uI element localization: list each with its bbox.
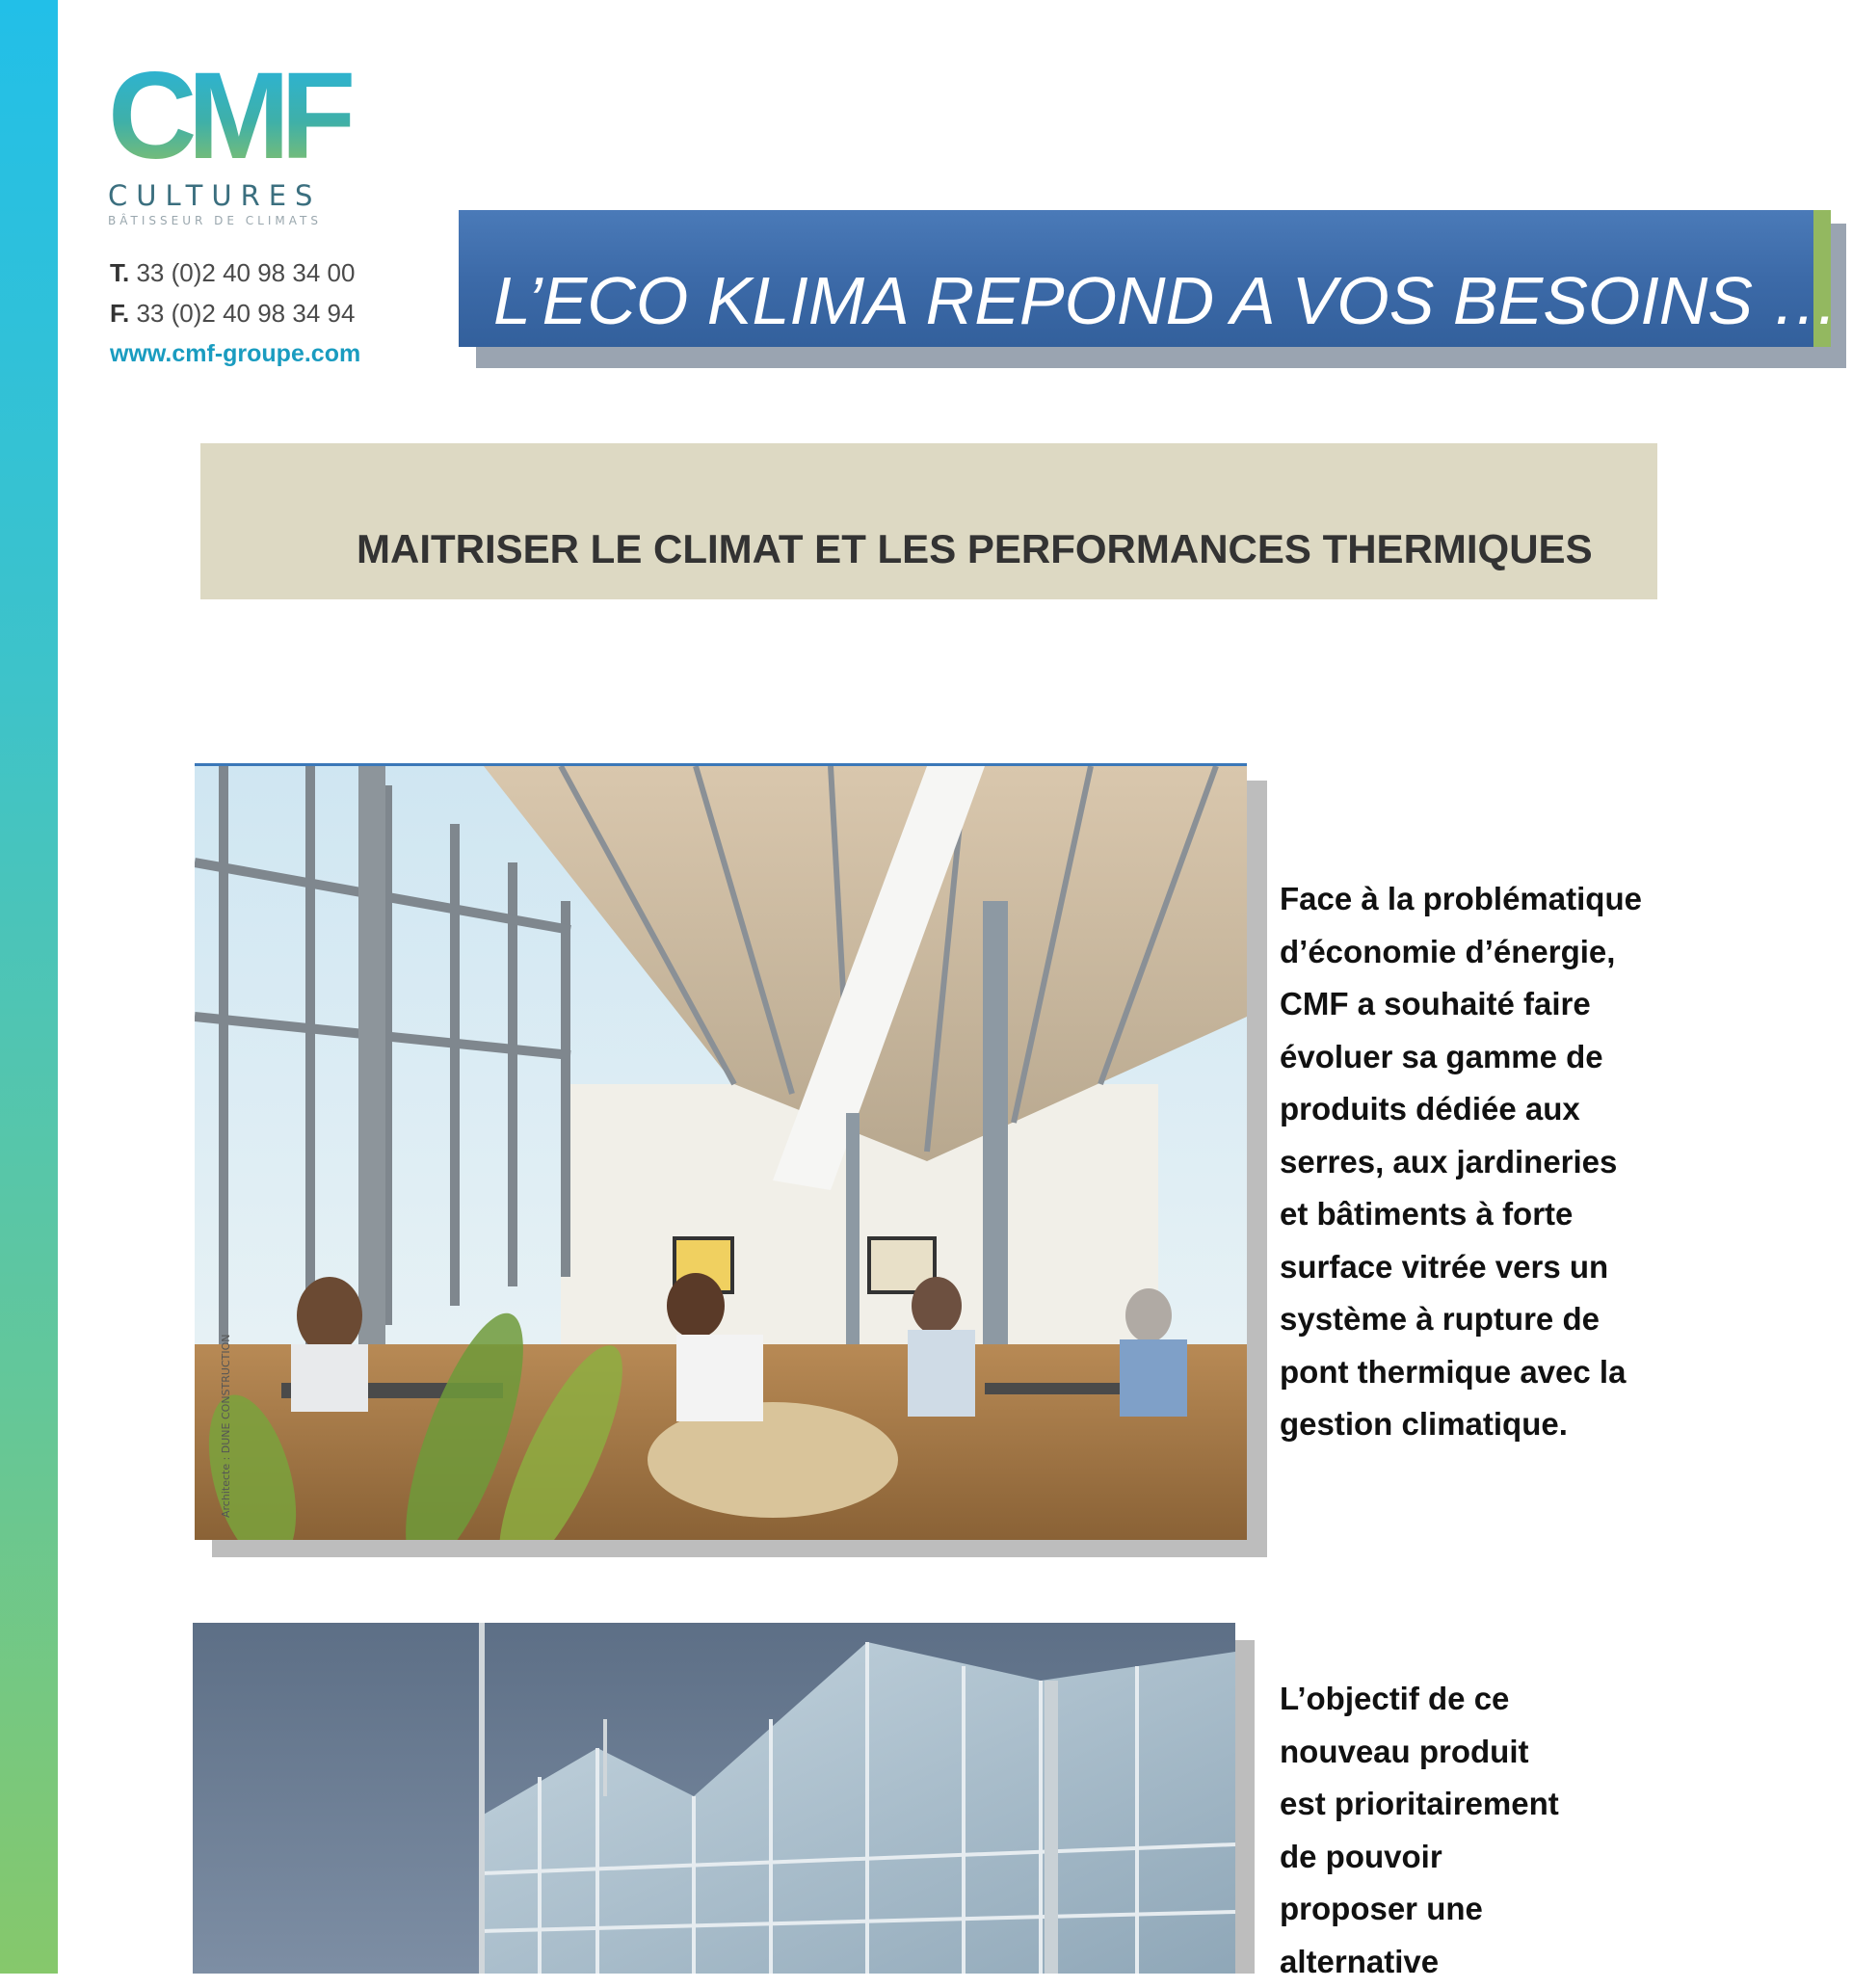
phone-number: 33 (0)2 40 98 34 00 [136,258,356,287]
company-logo [108,47,358,227]
logo-name: CULTURES [108,179,322,212]
logo-mark: CMF [108,60,358,173]
website-link[interactable]: www.cmf-groupe.com [110,340,361,367]
fax-label: F. [110,299,130,328]
intro-paragraph: Face à la problématique d’économie d’énergie, CMF a souhaité faire évoluer sa gamme de produits dédiée aux serres, aux jardineries et bâtiments à forte surface vitrée vers un système à rupture de pont thermique avec la gestion climatique. [1280,881,1642,1442]
phone-label: T. [110,258,130,287]
contact-block [110,252,360,374]
logo-tagline: BÂTISSEUR DE CLIMATS [108,214,322,227]
sidebar-gradient-strip [0,0,58,1974]
section-title: MAITRISER LE CLIMAT ET LES PERFORMANCES THERMIQUES [357,526,1593,571]
photo-credit: Architecte : DUNE CONSTRUCTION [220,1334,232,1518]
fax-line [110,293,360,333]
fax-number: 33 (0)2 40 98 34 94 [136,299,356,328]
page-title: L’ECO KLIMA REPOND A VOS BESOINS … [493,263,1839,338]
objective-paragraph: L’objectif de ce nouveau produit est prioritairement de pouvoir proposer une alternative [1280,1681,1559,1979]
section-header [200,443,1657,599]
restaurant-interior-photo [195,763,1247,1540]
greenhouse-exterior-photo [193,1623,1235,1974]
phone-line [110,252,360,293]
